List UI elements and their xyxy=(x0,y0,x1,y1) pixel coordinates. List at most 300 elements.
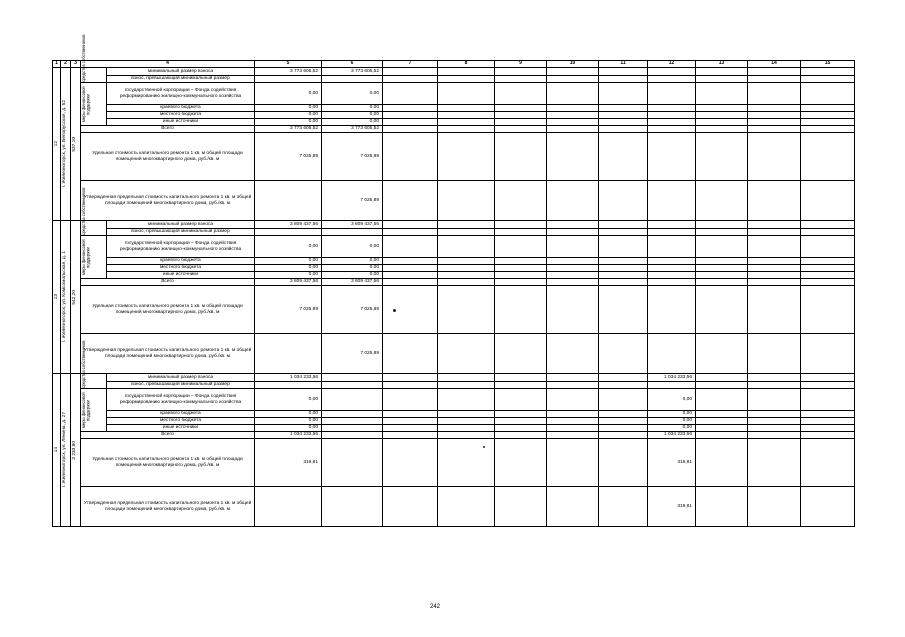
value-cell xyxy=(801,76,855,83)
table-row xyxy=(53,236,855,258)
value-cell xyxy=(599,119,648,126)
value-cell xyxy=(547,126,599,133)
value-cell xyxy=(383,76,438,83)
value-cell xyxy=(748,487,801,527)
value-cell: 7 025,89 xyxy=(322,334,383,374)
owner-funds-group xyxy=(81,187,107,236)
value-cell: 0,00 xyxy=(255,83,322,105)
scan-speck xyxy=(393,309,396,312)
table-row xyxy=(53,112,855,119)
value-cell xyxy=(547,411,599,418)
value-cell xyxy=(648,221,696,229)
value-cell xyxy=(801,68,855,76)
financial-support-label: меры финансовой поддержки xyxy=(81,86,91,122)
value-cell xyxy=(438,229,495,236)
table-row xyxy=(53,76,855,83)
value-cell xyxy=(383,265,438,272)
value-cell: 7 025,89 xyxy=(322,181,383,221)
value-cell xyxy=(383,119,438,126)
value-cell xyxy=(801,258,855,265)
value-cell: 7 025,89 xyxy=(255,286,322,334)
value-cell: 1 034 233,56 xyxy=(255,432,322,439)
value-cell: 319,81 xyxy=(648,439,696,487)
page-number: 242 xyxy=(430,604,441,610)
value-cell xyxy=(438,382,495,389)
value-cell xyxy=(648,382,696,389)
value-cell xyxy=(648,83,696,105)
value-cell xyxy=(696,439,748,487)
value-cell xyxy=(696,105,748,112)
value-cell xyxy=(599,236,648,258)
value-cell xyxy=(801,425,855,432)
table-row xyxy=(53,83,855,105)
value-cell xyxy=(255,334,322,374)
value-cell xyxy=(322,439,383,487)
value-cell: 0,00 xyxy=(255,389,322,411)
value-cell xyxy=(748,76,801,83)
value-cell xyxy=(599,76,648,83)
value-cell xyxy=(383,133,438,181)
value-cell xyxy=(438,279,495,286)
capital-repair-table xyxy=(52,34,855,527)
value-cell xyxy=(495,181,547,221)
value-cell: 0,00 xyxy=(255,112,322,119)
value-cell xyxy=(322,411,383,418)
value-cell xyxy=(648,68,696,76)
value-cell xyxy=(255,76,322,83)
value-cell: 3 773 605,52 xyxy=(255,126,322,133)
value-cell: 0,00 xyxy=(322,236,383,258)
value-cell xyxy=(748,272,801,279)
value-cell: 0,00 xyxy=(255,119,322,126)
value-cell: 0,00 xyxy=(255,272,322,279)
value-cell xyxy=(547,229,599,236)
value-cell xyxy=(495,126,547,133)
value-cell xyxy=(696,334,748,374)
value-cell xyxy=(438,265,495,272)
value-cell xyxy=(547,236,599,258)
value-cell: 3 773 605,52 xyxy=(255,68,322,76)
value-cell xyxy=(599,334,648,374)
value-cell xyxy=(383,258,438,265)
value-cell xyxy=(648,286,696,334)
block-num: 12 xyxy=(54,141,59,147)
row-label-max-cost: Утвержденная предельная стоимость капитального ремонта 1 кв. м общей площади помещений многоквартирного дома, руб./кв. м xyxy=(81,334,255,374)
value-cell: 0,00 xyxy=(322,258,383,265)
value-cell xyxy=(801,119,855,126)
value-cell xyxy=(495,76,547,83)
value-cell xyxy=(599,221,648,229)
value-cell xyxy=(547,76,599,83)
value-cell: 0,00 xyxy=(322,105,383,112)
value-cell xyxy=(599,432,648,439)
value-cell xyxy=(696,229,748,236)
value-cell xyxy=(383,389,438,411)
value-cell xyxy=(438,272,495,279)
value-cell xyxy=(438,439,495,487)
value-cell xyxy=(495,105,547,112)
value-cell xyxy=(438,487,495,527)
value-cell xyxy=(599,181,648,221)
header-col-11: 11 xyxy=(599,61,648,68)
value-cell xyxy=(547,265,599,272)
value-cell: 0,00 xyxy=(322,119,383,126)
row-label-other: иные источники xyxy=(107,425,255,432)
value-cell xyxy=(383,126,438,133)
value-cell xyxy=(599,105,648,112)
value-cell: 0,00 xyxy=(255,258,322,265)
value-cell xyxy=(547,133,599,181)
block-num: 13 xyxy=(54,294,59,300)
value-cell xyxy=(696,418,748,425)
value-cell xyxy=(547,439,599,487)
value-cell xyxy=(599,286,648,334)
value-cell xyxy=(438,411,495,418)
table-row xyxy=(53,68,855,76)
header-col-6: 6 xyxy=(322,61,383,68)
value-cell: 1 034 233,56 xyxy=(648,432,696,439)
value-cell xyxy=(801,105,855,112)
value-cell xyxy=(438,389,495,411)
value-cell xyxy=(495,487,547,527)
value-cell xyxy=(599,83,648,105)
value-cell xyxy=(801,418,855,425)
value-cell: 0,00 xyxy=(648,425,696,432)
row-label-above-min: взнос, превышающий минимальный размер xyxy=(107,229,255,236)
table-row xyxy=(53,229,855,236)
value-cell xyxy=(696,83,748,105)
value-cell xyxy=(547,83,599,105)
owner-funds-label: средства собственников xyxy=(81,340,86,388)
value-cell xyxy=(599,279,648,286)
value-cell xyxy=(748,439,801,487)
value-cell xyxy=(495,374,547,382)
header-col-4: 4 xyxy=(81,61,255,68)
value-cell xyxy=(696,272,748,279)
value-cell xyxy=(255,382,322,389)
financial-support-group xyxy=(81,236,107,279)
value-cell xyxy=(696,286,748,334)
value-cell xyxy=(383,229,438,236)
value-cell xyxy=(696,425,748,432)
value-cell xyxy=(495,221,547,229)
value-cell xyxy=(438,68,495,76)
header-col-15: 15 xyxy=(801,61,855,68)
value-cell: 3 809 437,56 xyxy=(255,221,322,229)
value-cell xyxy=(599,68,648,76)
block-address: г. Железногорск, ул. Ленина, д. 27 xyxy=(62,412,67,488)
value-cell: 0,00 xyxy=(648,418,696,425)
value-cell xyxy=(696,126,748,133)
row-label-other: иные источники xyxy=(107,272,255,279)
table-row xyxy=(53,119,855,126)
value-cell xyxy=(599,112,648,119)
row-label-fund: государственной корпорации – Фонда содействия реформированию жилищно-коммунального хозяйства xyxy=(107,83,255,105)
value-cell xyxy=(438,126,495,133)
header-col-12: 12 xyxy=(648,61,696,68)
value-cell xyxy=(801,487,855,527)
block-area: 542,20 xyxy=(72,289,77,305)
value-cell xyxy=(801,265,855,272)
value-cell xyxy=(748,258,801,265)
value-cell xyxy=(438,425,495,432)
value-cell xyxy=(383,487,438,527)
row-label-local: местного бюджета xyxy=(107,265,255,272)
value-cell xyxy=(599,229,648,236)
value-cell xyxy=(801,374,855,382)
value-cell xyxy=(748,374,801,382)
value-cell xyxy=(801,439,855,487)
value-cell xyxy=(438,286,495,334)
value-cell xyxy=(748,105,801,112)
value-cell xyxy=(547,374,599,382)
header-col-3: 3 xyxy=(71,61,81,68)
table-row xyxy=(53,418,855,425)
block-num-cell xyxy=(53,68,61,221)
value-cell xyxy=(599,265,648,272)
value-cell xyxy=(322,425,383,432)
value-cell xyxy=(748,236,801,258)
value-cell xyxy=(383,439,438,487)
value-cell xyxy=(495,83,547,105)
value-cell: 7 025,89 xyxy=(322,286,383,334)
value-cell xyxy=(495,411,547,418)
value-cell xyxy=(495,119,547,126)
value-cell xyxy=(547,425,599,432)
value-cell xyxy=(696,487,748,527)
value-cell xyxy=(255,487,322,527)
block-num-cell xyxy=(53,374,61,527)
value-cell xyxy=(255,181,322,221)
row-label-unit-cost: Удельная стоимость капитального ремонта 1 кв. м общей площади помещений многоквартирного дома, руб./кв. м xyxy=(81,133,255,181)
value-cell xyxy=(438,105,495,112)
value-cell xyxy=(748,126,801,133)
value-cell xyxy=(495,265,547,272)
value-cell xyxy=(696,411,748,418)
row-label-total: Всего xyxy=(81,279,255,286)
value-cell xyxy=(696,112,748,119)
value-cell: 0,00 xyxy=(322,272,383,279)
value-cell xyxy=(648,272,696,279)
value-cell xyxy=(495,258,547,265)
value-cell xyxy=(547,382,599,389)
row-label-min-fee: минимальный размер взноса xyxy=(107,374,255,382)
value-cell xyxy=(383,181,438,221)
value-cell xyxy=(748,83,801,105)
value-cell xyxy=(748,119,801,126)
financial-support-group xyxy=(81,389,107,432)
value-cell xyxy=(322,382,383,389)
value-cell xyxy=(599,389,648,411)
owner-funds-label: средства собственников xyxy=(81,187,86,235)
owner-funds-group xyxy=(81,34,107,83)
value-cell: 0,00 xyxy=(255,265,322,272)
value-cell xyxy=(547,119,599,126)
value-cell xyxy=(801,389,855,411)
value-cell xyxy=(599,272,648,279)
value-cell xyxy=(495,286,547,334)
value-cell xyxy=(547,487,599,527)
value-cell xyxy=(547,279,599,286)
value-cell xyxy=(648,105,696,112)
table-row xyxy=(53,258,855,265)
value-cell xyxy=(801,229,855,236)
value-cell xyxy=(438,83,495,105)
table-row xyxy=(53,133,855,181)
value-cell xyxy=(801,221,855,229)
value-cell xyxy=(696,265,748,272)
value-cell: 319,81 xyxy=(255,439,322,487)
value-cell xyxy=(648,229,696,236)
value-cell xyxy=(748,229,801,236)
value-cell xyxy=(599,382,648,389)
table-row xyxy=(53,487,855,527)
value-cell xyxy=(599,374,648,382)
value-cell xyxy=(801,126,855,133)
value-cell xyxy=(322,374,383,382)
table-row xyxy=(53,126,855,133)
value-cell xyxy=(801,432,855,439)
value-cell xyxy=(748,389,801,411)
header-col-1: 1 xyxy=(53,61,61,68)
value-cell xyxy=(696,236,748,258)
financial-support-label: меры финансовой поддержки xyxy=(81,239,91,275)
block-address-cell xyxy=(61,68,71,221)
value-cell xyxy=(322,389,383,411)
value-cell: 0,00 xyxy=(322,112,383,119)
row-label-local: местного бюджета xyxy=(107,112,255,119)
value-cell: 3 809 437,56 xyxy=(322,279,383,286)
value-cell xyxy=(801,272,855,279)
table-row xyxy=(53,425,855,432)
table-row xyxy=(53,411,855,418)
value-cell: 1 034 233,56 xyxy=(648,374,696,382)
value-cell xyxy=(696,258,748,265)
value-cell xyxy=(547,286,599,334)
header-col-5: 5 xyxy=(255,61,322,68)
value-cell xyxy=(801,133,855,181)
value-cell xyxy=(438,112,495,119)
row-label-total: Всего xyxy=(81,126,255,133)
value-cell xyxy=(748,432,801,439)
value-cell xyxy=(696,382,748,389)
value-cell xyxy=(495,68,547,76)
block-num-cell xyxy=(53,221,61,374)
table-row xyxy=(53,105,855,112)
value-cell xyxy=(383,374,438,382)
row-label-fund: государственной корпорации – Фонда содействия реформированию жилищно-коммунального хозяйства xyxy=(107,389,255,411)
value-cell xyxy=(696,374,748,382)
header-col-2: 2 xyxy=(61,61,71,68)
value-cell xyxy=(599,439,648,487)
header-col-7: 7 xyxy=(383,61,438,68)
header-col-13: 13 xyxy=(696,61,748,68)
value-cell xyxy=(748,382,801,389)
value-cell xyxy=(748,265,801,272)
header-col-9: 9 xyxy=(495,61,547,68)
value-cell xyxy=(801,83,855,105)
row-label-max-cost: Утвержденная предельная стоимость капитального ремонта 1 кв. м общей площади помещений многоквартирного дома, руб./кв. м xyxy=(81,487,255,527)
table-row xyxy=(53,265,855,272)
value-cell xyxy=(648,265,696,272)
block-address-cell xyxy=(61,374,71,527)
value-cell xyxy=(438,432,495,439)
value-cell xyxy=(748,181,801,221)
value-cell xyxy=(322,229,383,236)
value-cell: 0,00 xyxy=(322,83,383,105)
value-cell xyxy=(495,236,547,258)
value-cell xyxy=(438,258,495,265)
header-col-8: 8 xyxy=(438,61,495,68)
value-cell xyxy=(383,334,438,374)
value-cell xyxy=(438,374,495,382)
value-cell: 3 809 437,56 xyxy=(255,279,322,286)
value-cell xyxy=(438,334,495,374)
value-cell xyxy=(748,334,801,374)
value-cell xyxy=(255,229,322,236)
row-label-fund: государственной корпорации – Фонда содействия реформированию жилищно-коммунального хозяйства xyxy=(107,236,255,258)
value-cell xyxy=(748,418,801,425)
block-area-cell xyxy=(71,68,81,221)
table-row xyxy=(53,432,855,439)
block-address: г. Железногорск, ул. Белорусская, д. 52 xyxy=(62,100,67,188)
value-cell xyxy=(748,411,801,418)
value-cell xyxy=(599,133,648,181)
value-cell: 0,00 xyxy=(322,265,383,272)
value-cell xyxy=(696,389,748,411)
value-cell xyxy=(696,76,748,83)
value-cell xyxy=(648,119,696,126)
value-cell xyxy=(648,279,696,286)
value-cell: 0,00 xyxy=(648,411,696,418)
header-col-10: 10 xyxy=(547,61,599,68)
row-label-total: Всего xyxy=(81,432,255,439)
value-cell xyxy=(547,334,599,374)
row-label-unit-cost: Удельная стоимость капитального ремонта 1 кв. м общей площади помещений многоквартирного дома, руб./кв. м xyxy=(81,286,255,334)
value-cell xyxy=(648,133,696,181)
value-cell xyxy=(438,418,495,425)
block-area: 537,10 xyxy=(72,136,77,152)
block-area-cell xyxy=(71,374,81,527)
row-label-local: местного бюджета xyxy=(107,418,255,425)
value-cell xyxy=(696,432,748,439)
value-cell xyxy=(438,181,495,221)
value-cell xyxy=(383,411,438,418)
table-row xyxy=(53,334,855,374)
row-label-min-fee: минимальный размер взноса xyxy=(107,68,255,76)
value-cell xyxy=(383,432,438,439)
value-cell xyxy=(648,181,696,221)
financial-support-label: меры финансовой поддержки xyxy=(81,392,91,428)
value-cell: 1 034 233,56 xyxy=(255,374,322,382)
value-cell xyxy=(801,236,855,258)
value-cell xyxy=(696,279,748,286)
table-row xyxy=(53,279,855,286)
row-label-regional: краевого бюджета xyxy=(107,411,255,418)
value-cell xyxy=(696,119,748,126)
value-cell xyxy=(495,418,547,425)
value-cell xyxy=(547,258,599,265)
value-cell: 3 809 437,56 xyxy=(322,221,383,229)
financial-support-group xyxy=(81,83,107,126)
value-cell xyxy=(648,236,696,258)
value-cell xyxy=(547,389,599,411)
value-cell xyxy=(547,181,599,221)
value-cell xyxy=(648,258,696,265)
row-label-min-fee: минимальный размер взноса xyxy=(107,221,255,229)
value-cell xyxy=(599,425,648,432)
table-row xyxy=(53,389,855,411)
